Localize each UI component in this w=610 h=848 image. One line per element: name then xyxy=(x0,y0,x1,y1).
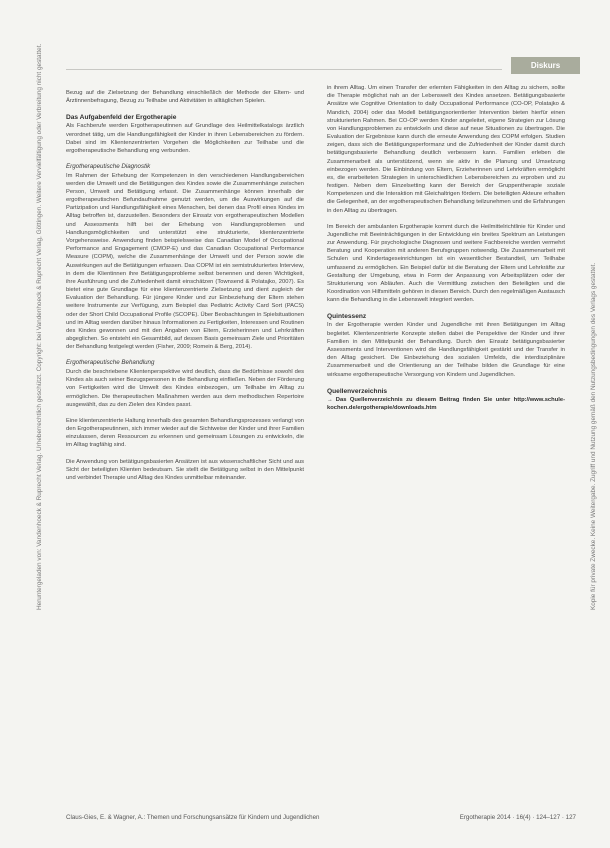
header-rule xyxy=(66,69,502,70)
subsection-heading: Ergotherapeutische Behandlung xyxy=(66,359,155,367)
copyright-sidebar-left xyxy=(36,43,48,610)
copyright-sidebar-right xyxy=(590,80,602,610)
footer-journal-info: Ergotherapie 2014 · 16(4) · 124–127 · 127 xyxy=(459,814,576,821)
arrow-icon: → xyxy=(327,396,333,403)
body-paragraph: Im Rahmen der Erhebung der Kompetenzen in den verschiedenen Handlungsbereichen werden die Umwelt und die Betätigungen des Kindes sowie die Zusammenhänge zwischen Person, Umwelt und Betätigung erfasst. Die Zusammenhänge können innerhalb der ergotherapeutischen Befundaufnahme genutzt werden, um die Auswirkungen auf die Partizipation und Handlungsfähigkeit eines Menschen, bei denen das Profil eines Kindes im Alltag betroffen ist, darzustellen. Besonders der Einsatz von ergotherapeutischen Modellen und Assessments hilft bei der Erhebung von Handlungsproblemen und Handlungsmöglichkeiten und unterstützt eine strukturierte, klientenzentrierte Vorgehensweise. Anwendung finden beispielsweise das Canadian Model of Occupational Performance and Engagement (CMOP-E) und das Canadian Occupational Performance Measure (COPM), welche die Zusammenhänge der Umwelt und der Person sowie die Auswirkungen auf die Betätigungen erfassen. Das COPM ist ein semistrukturiertes Interview, in dem die Klientinnen ihre Betätigungsprobleme selbst benennen und deren Wichtigkeit, ihre Ausführung und die Zufriedenheit damit einschätzen (Townsend & Polatajko, 2007). Es bietet eine gute Grundlage für eine klientenzentrierte Zielsetzung und dient zugleich der Evaluation der Behandlung. Für jüngere Kinder und zur Einbeziehung der Eltern stehen weitere Instrumente zur Verfügung, zum Beispiel das Pediatric Activity Card Sort (PACS) oder der Short Child Occupational Profile (SCOPE). Über Beobachtungen in Spielsituationen und im Alltag werden darüber hinaus Informationen zu Fertigkeiten, Interessen und Routinen des Kindes gewonnen und mit den Angaben von Eltern, Erzieherinnen und Lehrkräften abgeglichen. So entsteht ein Gesamtbild, auf dessen Basis gemeinsam Ziele und Prioritäten der Behandlung festgelegt werden (Fisher, 2009; Romein & Berg, 2014). xyxy=(66,172,304,351)
section-label: Diskurs xyxy=(511,57,580,74)
section-heading: Quellenverzeichnis xyxy=(327,387,388,395)
body-paragraph: Durch die beschriebene Klientenperspektive wird deutlich, dass die Bedürfnisse sowohl des Kindes als auch seiner Bezugspersonen in die Behandlung einfließen. Neben der Förderung von Fertigkeiten wird die Umwelt des Kindes einbezogen, um Teilhabe im Alltag zu ermöglichen. Die therapeutischen Maßnahmen werden aus dem methodischen Repertoire ausgewählt, das zu den Zielen des Kindes passt. xyxy=(66,369,304,408)
left-column xyxy=(66,89,304,490)
right-column xyxy=(327,84,565,420)
footer-citation: Claus-Gies, E. & Wagner, A.: Themen und Forschungsansätze für Kindern und Jugendlichen xyxy=(66,814,320,821)
body-paragraph: Eine klientenzentrierte Haltung innerhalb des gesamten Behandlungsprozesses verlangt von den Ergotherapeutinnen, sich immer wieder auf die Sichtweise der Kinder und ihrer Familien einzulassen, deren Ressourcen zu erkennen und gemeinsam Lösungen zu entwickeln, die im Alltag tragfähig sind. xyxy=(66,417,304,449)
copyright-notice-right: Kopie für private Zwecke. Keine Weitergabe. Zugriff und Nutzung gemäß den Nutzungsbedingungen des Verlags gestattet. xyxy=(590,262,597,610)
body-paragraph: Im Bereich der ambulanten Ergotherapie kommt durch die Heilmittelrichtlinie für Kinder und Jugendliche mit Beeinträchtigungen in der Entwicklung ein breites Spektrum an Leistungen zur Anwendung. Für psychologische Diagnosen und weitere Fachbereiche werden vermehrt Beratung und Kooperation mit anderen Berufsgruppen notwendig. Die Zusammenarbeit mit Schulen und Kindertageseinrichtungen ist ein wesentlicher Bestandteil, um Teilhabe umfassend zu ermöglichen. Ein Beispiel dafür ist die Beratung der Eltern und Lehrkräfte zur Gestaltung der Umgebung, etwa in Form der Anpassung von Arbeitsplätzen oder der Strukturierung von Abläufen. Auch die Vermittlung zwischen den Beteiligten und die Koordination von Hilfsmitteln gehören in diesen Bereich. Durch den regelmäßigen Austausch kann die Behandlung in die Lebenswelt integriert werden. xyxy=(327,223,565,304)
summary-paragraph: In der Ergotherapie werden Kinder und Jugendliche mit ihren Betätigungen im Alltag begleitet. Klientenzentrierte Konzepte stellen dabei die Perspektive der Kinder und ihrer Familien in den Mittelpunkt der Behandlung. Durch den Einsatz betätigungsbasierter Assessments und Interventionen wird die Handlungsfähigkeit gestärkt und der Transfer in den Alltag gesichert. Die Einbeziehung des sozialen Umfelds, die interdisziplinäre Zusammenarbeit und die Orientierung an der Teilhabe bilden die Grundlage für eine wirksame ergotherapeutische Versorgung von Kindern und Jugendlichen. xyxy=(327,322,565,378)
subsection-heading: Ergotherapeutische Diagnostik xyxy=(66,163,151,171)
reference-note xyxy=(327,396,565,412)
reference-link[interactable]: Das Quellenverzeichnis zu diesem Beitrag finden Sie unter http://www.schule-kochen.de/ergotherapie/downloads.htm xyxy=(327,396,565,411)
section-heading: Das Aufgabenfeld der Ergotherapie xyxy=(66,114,177,122)
intro-paragraph: Bezug auf die Zielsetzung der Behandlung einschließlich der Methode der Eltern- und Ärztinnenbefragung, Bezug zu Teilhabe und Aktivitäten in alltäglichen Spielen. xyxy=(66,90,304,105)
body-paragraph: in ihrem Alltag. Um einen Transfer der erlernten Fähigkeiten in den Alltag zu sichern, sollte die Therapie möglichst nah an der Lebenswelt des Kindes ansetzen. Betätigungsbasierte Ansätze wie Cognitive Orientation to daily Occupational Performance (CO-OP, Polatajko & Mandich, 2004) oder das Modell betätigungsorientierter Intervention bieten hierfür einen strukturierten Rahmen. Bei CO-OP werden Kinder angeleitet, eigene Strategien zur Lösung von Handlungsproblemen zu entwickeln und diese auf neue Situationen zu übertragen. Die Evaluation der Ergebnisse kann durch die erneute Anwendung des COPM erfolgen. Studien zeigen, dass sich die Betätigungsperformanz und die Zufriedenheit der Kinder damit durch betätigungsbasierte Behandlung deutlich verbessern kann. Familien erleben die Zusammenarbeit als unterstützend, wenn sie aktiv in die Planung und Umsetzung einbezogen werden. Die Einbindung von Eltern, Erzieherinnen und Lehrkräften ermöglicht es, die erarbeiteten Strategien in unterschiedlichen Lebensbereichen zu erproben und zu festigen. Neben dem Einzelsetting kann der Bereich der Gruppentherapie soziale Kompetenzen und die Interaktion mit Gleichaltrigen fördern. Die beteiligten Akteure erhalten die Gelegenheit, an der ergotherapeutischen Behandlung teilzunehmen und die Erfahrungen in den Alltag zu übertragen. xyxy=(327,85,565,214)
body-paragraph: Als Fachberufe werden Ergotherapeutinnen auf Grundlage des Heilmittelkatalogs ärztlich verordnet tätig, um die Handlungsfähigkeit der Kinder in ihren Lebensbereichen zu fördern. Dabei sind im Klientenzentrierten Vorgehen die Möglichkeiten zur Teilhabe und die ergotherapeutische Behandlung eng verbunden. xyxy=(66,123,304,154)
section-heading: Quintessenz xyxy=(327,313,367,321)
copyright-notice-left: Heruntergeladen von: Vandenhoeck & Ruprecht Verlag. Urheberrechtlich geschützt. Copyright: bei Vandenhoeck & Ruprecht Verlag, Göttingen. Weitere Vervielfältigung oder Verbreitung nicht gestattet. xyxy=(36,43,43,610)
body-paragraph: Die Anwendung von betätigungsbasierten Ansätzen ist aus wissenschaftlicher Sicht und aus Sicht der beteiligten Klienten bedeutsam. Sie stellt die Betätigung selbst in den Mittelpunkt und verbindet Therapie und Alltag des Kindes unmittelbar miteinander. xyxy=(66,458,304,481)
